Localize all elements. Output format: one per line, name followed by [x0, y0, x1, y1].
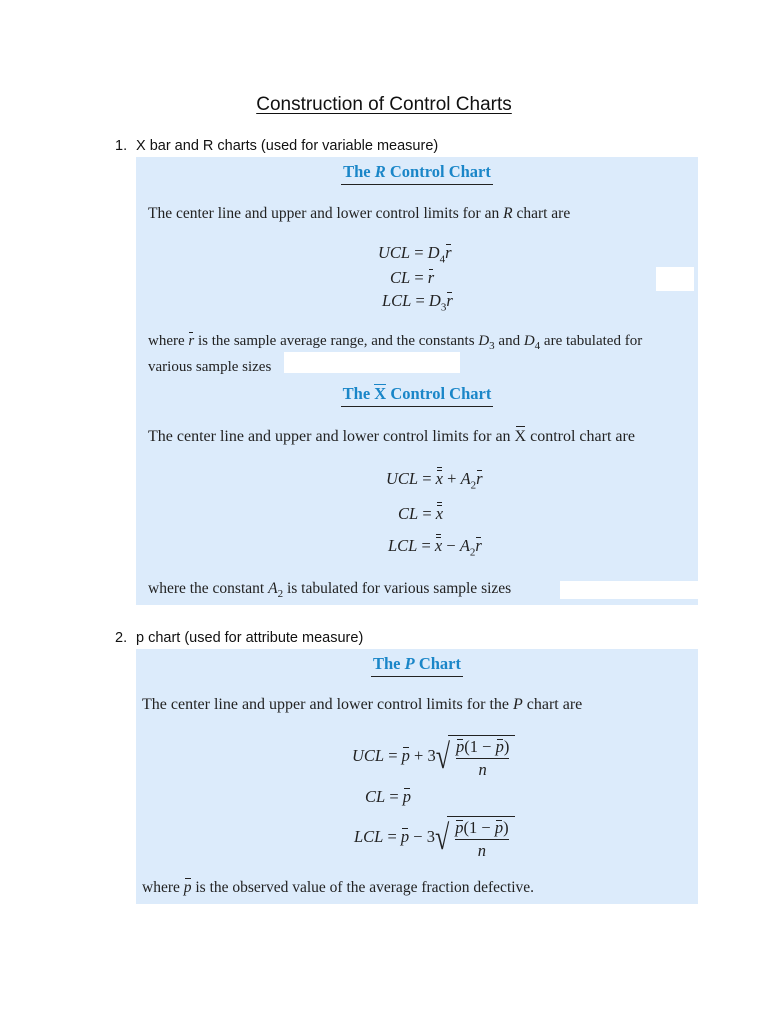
r-chart-where: where r is the sample average range, and the constants $D_3$ and $D_4$ are tabulated for various sample sizes: [148, 333, 643, 375]
p-cl-equation: CL = p: [365, 787, 411, 806]
section-1-heading: [115, 138, 438, 154]
square-root-icon: √: [435, 736, 451, 776]
r-chart-intro: The center line and upper and lower control limits for an R chart are: [148, 205, 571, 222]
x-cl-equation: CL = x: [398, 504, 444, 523]
p-chart-intro: The center line and upper and lower control limits for the P chart are: [142, 696, 583, 713]
blank-patch: [560, 581, 698, 599]
r-lcl-equation: LCL = $D_3$ r: [382, 291, 453, 314]
x-bar-symbol: X: [374, 384, 387, 403]
x-ucl-equation: UCL = $x + A_2$ r: [386, 469, 483, 492]
p-chart-panel: [136, 649, 698, 904]
section-number: 1.: [115, 138, 128, 154]
p-ucl-equation: UCL = p + 3√ p(1 − p) n: [352, 735, 515, 779]
r-chart-heading: The R Control Chart: [136, 162, 698, 185]
section-label: p chart (used for attribute measure): [136, 630, 364, 646]
p-fraction: p(1 − p) n: [448, 735, 515, 779]
r-cl-equation: CL = r: [390, 268, 435, 287]
p-chart-where: where p is the observed value of the average fraction defective.: [142, 879, 535, 896]
xbar-r-chart-panel: [136, 157, 698, 605]
page-title: Construction of Control Charts: [256, 94, 512, 115]
p-chart-heading: The P Chart: [136, 654, 698, 677]
blank-patch: [656, 267, 694, 291]
square-root-icon: √: [434, 817, 450, 857]
section-label: X bar and R charts (used for variable measure): [136, 138, 439, 154]
section-number: 2.: [115, 630, 128, 646]
x-chart-where: where the constant $A_2$ is tabulated for various sample sizes: [148, 580, 512, 601]
r-ucl-equation: UCL = $D_4$ r: [378, 243, 452, 266]
section-2-heading: [115, 630, 363, 646]
p-lcl-equation: LCL = p − 3√ p(1 − p) n: [354, 816, 515, 860]
x-chart-heading: The X Control Chart: [136, 384, 698, 407]
p-fraction: p(1 − p) n: [447, 816, 514, 860]
x-chart-intro: The center line and upper and lower control limits for an X control chart are: [148, 428, 635, 445]
x-lcl-equation: LCL = $x - A_2$ r: [388, 536, 482, 559]
